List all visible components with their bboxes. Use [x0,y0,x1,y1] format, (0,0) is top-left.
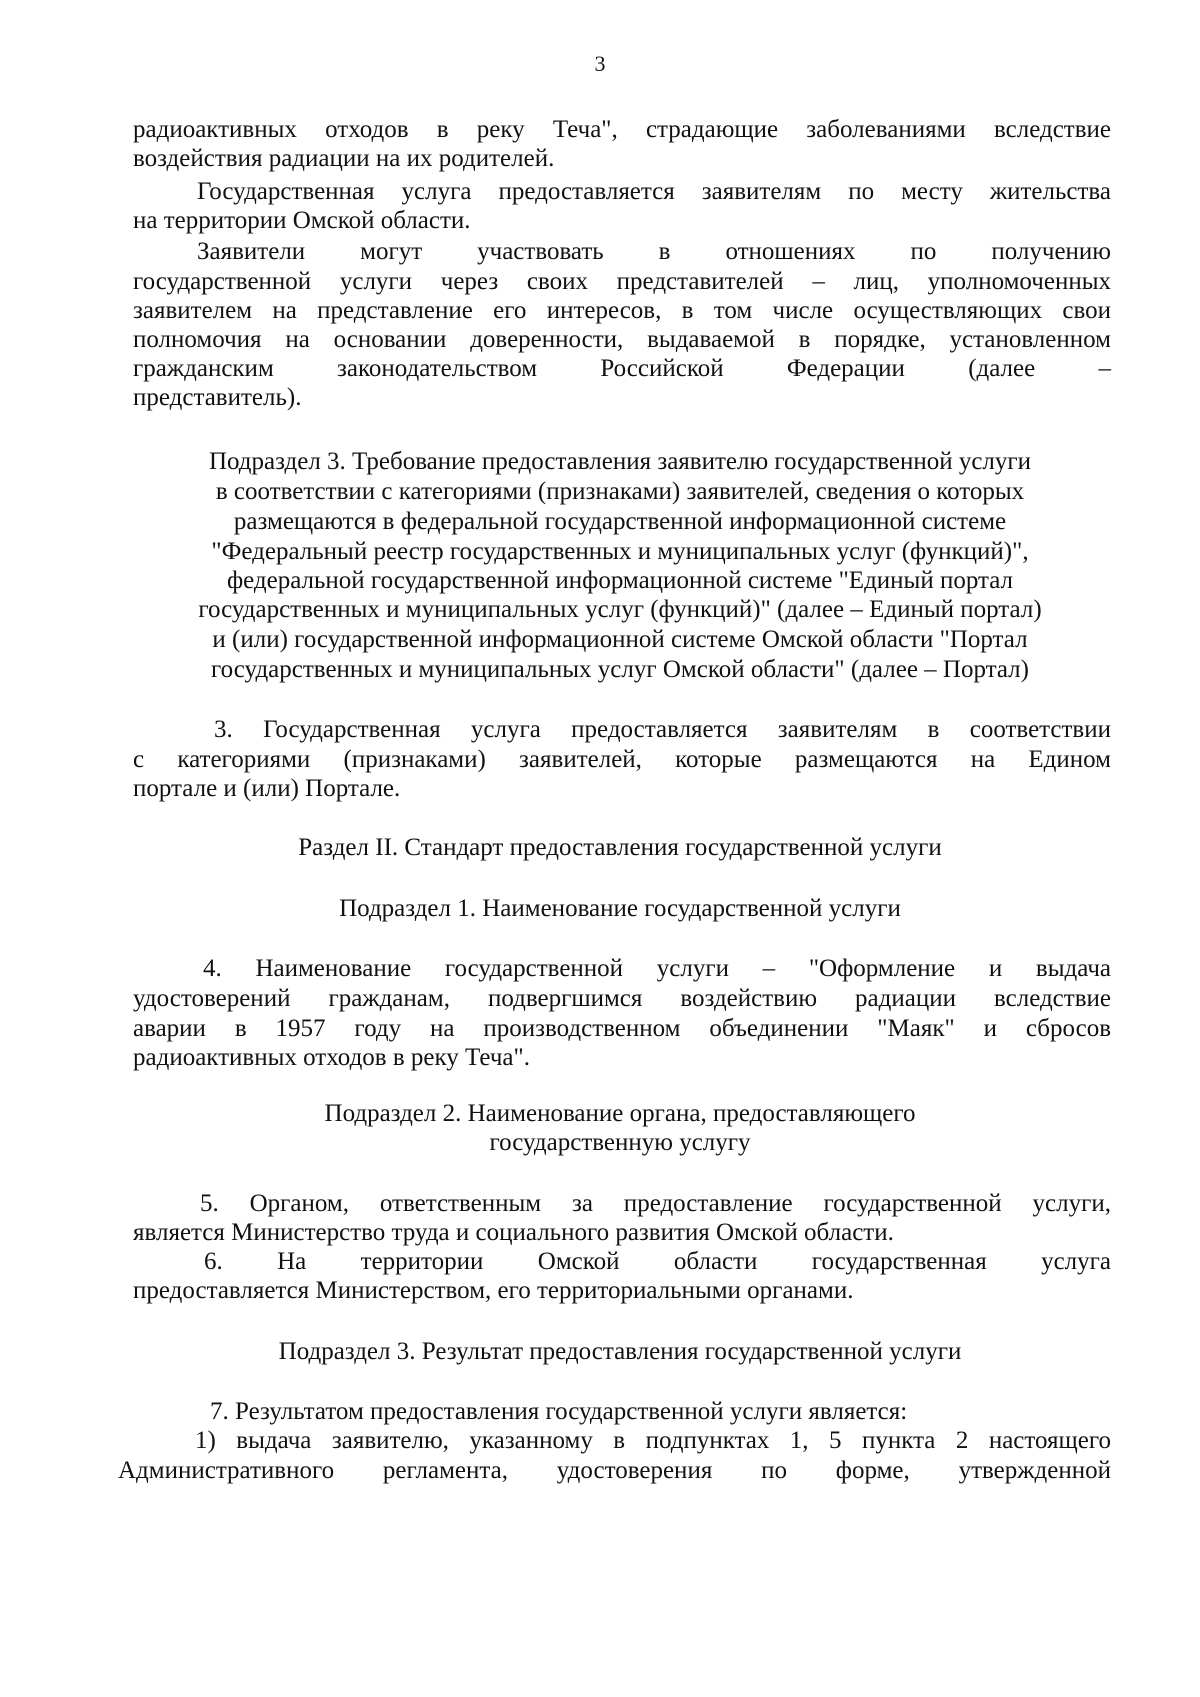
subsection-heading: размещаются в федеральной государственной информационной системе [233,508,1007,535]
paragraph-line: 5. Органом, ответственным за предоставление государственной услуги, [200,1190,1111,1217]
subsection-heading: Подраздел 3. Результат предоставления государственной услуги [278,1338,962,1365]
paragraph-line: является Министерство труда и социального развития Омской области. [133,1219,894,1246]
paragraph-line: полномочия на основании доверенности, выдаваемой в порядке, установленном [133,326,1111,353]
paragraph-line: 1) выдача заявителю, указанному в подпунктах 1, 5 пункта 2 настоящего [195,1427,1111,1454]
subsection-heading: Подраздел 3. Требование предоставления заявителю государственной услуги [208,448,1032,475]
paragraph-line: представитель). [133,384,302,411]
section-heading: Раздел II. Стандарт предоставления государственной услуги [298,834,942,861]
paragraph-line: Заявители могут участвовать в отношениях по получению [197,238,1111,265]
paragraph-line: 3. Государственная услуга предоставляется заявителям в соответствии [214,716,1111,743]
subsection-heading: Подраздел 1. Наименование государственной услуги [339,895,901,922]
subsection-heading: государственных и муниципальных услуг (функций)" (далее – Единый портал) [198,596,1042,623]
subsection-heading: государственную услугу [489,1129,751,1156]
paragraph-line: с категориями (признаками) заявителей, которые размещаются на Едином [133,746,1111,773]
paragraph-line: государственной услуги через своих представителей – лиц, уполномоченных [133,268,1111,295]
paragraph-line: воздействия радиации на их родителей. [133,145,555,172]
page-number: 3 [594,51,606,76]
subsection-heading: в соответствии с категориями (признаками) заявителей, сведения о которых [215,478,1025,505]
paragraph-line: портале и (или) Портале. [133,775,401,802]
subsection-heading: "Федеральный реестр государственных и муниципальных услуг (функций)", [211,538,1029,565]
paragraph-line: 7. Результатом предоставления государственной услуги является: [210,1398,908,1425]
paragraph-line: гражданским законодательством Российской Федерации (далее – [133,355,1111,382]
paragraph-line: 6. На территории Омской области государственная услуга [204,1248,1111,1275]
paragraph-line: Государственная услуга предоставляется заявителям по месту жительства [197,178,1111,205]
subsection-heading: и (или) государственной информационной системе Омской области "Портал [212,626,1028,653]
paragraph-line: Административного регламента, удостоверения по форме, утвержденной [118,1457,1111,1484]
subsection-heading: федеральной государственной информационной системе "Единый портал [226,567,1014,594]
paragraph-line: удостоверений гражданам, подвергшимся воздействию радиации вследствие [133,985,1111,1012]
paragraph-line: заявителем на представление его интересов, в том числе осуществляющих свои [133,297,1111,324]
paragraph-line: на территории Омской области. [133,207,471,234]
paragraph-line: аварии в 1957 году на производственном объединении "Маяк" и сбросов [133,1015,1111,1042]
paragraph-line: 4. Наименование государственной услуги – "Оформление и выдача [203,955,1111,982]
paragraph-line: радиоактивных отходов в реку Теча", страдающие заболеваниями вследствие [133,116,1111,143]
paragraph-line: радиоактивных отходов в реку Теча". [133,1044,530,1071]
paragraph-line: предоставляется Министерством, его территориальными органами. [133,1277,854,1304]
subsection-heading: государственных и муниципальных услуг Омской области" (далее – Портал) [211,656,1029,683]
subsection-heading: Подраздел 2. Наименование органа, предоставляющего [324,1100,916,1127]
